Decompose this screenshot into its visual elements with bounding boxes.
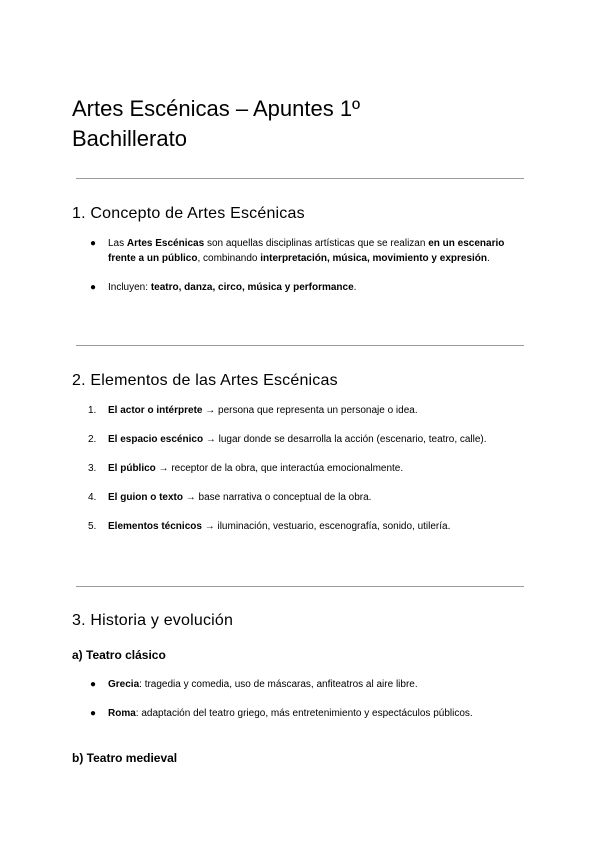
list-number: 3.: [88, 463, 97, 474]
bullet-icon: ●: [90, 238, 97, 249]
list-item: 4. El guion o texto → base narrativa o conceptual de la obra.: [88, 492, 372, 503]
bullet-icon: ●: [90, 708, 97, 719]
list-item: 3. El público → receptor de la obra, que interactúa emocionalmente.: [88, 463, 404, 474]
list-item: 2. El espacio escénico → lugar donde se desarrolla la acción (escenario, teatro, calle).: [88, 434, 487, 445]
section-3-heading: 3. Historia y evolución: [72, 612, 234, 629]
section-1-heading: 1. Concepto de Artes Escénicas: [72, 205, 305, 222]
subsection-a-list: [72, 677, 524, 721]
list-item: ● Las Artes Escénicas son aquellas disciplinas artísticas que se realizan en un escenario frente a un público, combinando interpretación, música, movimiento y expresión.: [90, 238, 505, 264]
section-divider: [76, 178, 524, 179]
subsection-b-heading: b) Teatro medieval: [72, 751, 178, 765]
document-title: Artes Escénicas – Apuntes 1º Bachillerato: [72, 96, 361, 151]
bullet-icon: ●: [90, 679, 97, 690]
section-2-list: [72, 403, 524, 534]
list-item: ● Roma: adaptación del teatro griego, más entretenimiento y espectáculos públicos.: [90, 708, 473, 719]
bullet-icon: ●: [90, 282, 97, 293]
section-divider: [76, 345, 524, 346]
list-item: ● Incluyen: teatro, danza, circo, música y performance.: [90, 282, 357, 293]
section-2-heading: 2. Elementos de las Artes Escénicas: [72, 372, 338, 389]
list-item: ● Grecia: tragedia y comedia, uso de máscaras, anfiteatros al aire libre.: [90, 679, 418, 690]
list-item: 1. El actor o intérprete → persona que representa un personaje o idea.: [88, 405, 418, 416]
subsection-a-heading: a) Teatro clásico: [72, 648, 166, 662]
list-number: 2.: [88, 434, 97, 445]
section-1-list: [72, 236, 524, 295]
list-number: 1.: [88, 405, 97, 416]
list-number: 4.: [88, 492, 97, 503]
list-number: 5.: [88, 521, 97, 532]
list-item: 5. Elementos técnicos → iluminación, vestuario, escenografía, sonido, utilería.: [88, 521, 451, 532]
section-divider: [76, 586, 524, 587]
